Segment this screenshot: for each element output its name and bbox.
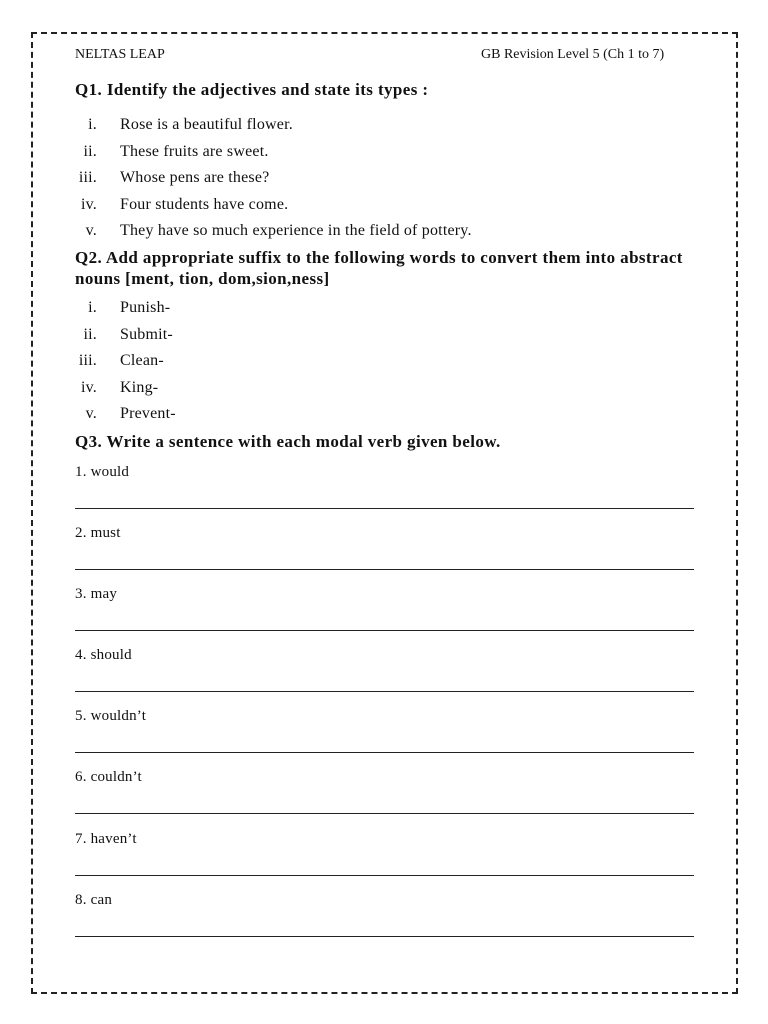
modal-item	[75, 707, 695, 768]
item-text: Four students have come.	[120, 195, 289, 213]
item-number: v.	[85, 222, 97, 240]
suffix-item	[0, 322, 768, 349]
adjective-item	[0, 218, 768, 245]
modal-label: 6. couldn’t	[75, 769, 142, 786]
item-text: Clean-	[120, 352, 164, 370]
suffix-item	[0, 348, 768, 375]
suffix-item	[0, 375, 768, 402]
adjective-item	[0, 139, 768, 166]
modal-item	[75, 585, 695, 646]
item-text: Rose is a beautiful flower.	[120, 116, 293, 133]
item-text: These fruits are sweet.	[120, 142, 269, 160]
modal-item	[75, 463, 695, 524]
q2-heading-line: Q2. Add appropriate suffix to the following words to convert them into abstract	[75, 248, 683, 267]
item-number: iv.	[80, 195, 97, 213]
modal-label: 2. must	[75, 525, 121, 542]
header-school-name: NELTAS LEAP	[75, 47, 165, 62]
item-number: iii.	[78, 352, 97, 370]
answer-line	[75, 813, 694, 814]
modal-label: 5. wouldn’t	[75, 708, 147, 725]
item-number: i.	[88, 116, 97, 133]
item-number: i.	[88, 299, 97, 316]
suffix-item	[0, 295, 768, 322]
answer-line	[75, 508, 694, 509]
item-text: Punish-	[120, 299, 171, 316]
answer-line	[75, 630, 694, 631]
answer-line	[75, 691, 694, 692]
q2-heading	[75, 247, 683, 289]
item-text: They have so much experience in the field of pottery.	[120, 222, 472, 240]
suffix-item	[0, 401, 768, 428]
item-number: iv.	[80, 378, 97, 396]
modal-item	[75, 891, 695, 952]
header-worksheet-title: GB Revision Level 5 (Ch 1 to 7)	[481, 47, 665, 62]
answer-line	[75, 936, 694, 937]
adjective-item	[0, 165, 768, 192]
item-text: Whose pens are these?	[120, 169, 270, 187]
item-number: iii.	[78, 169, 97, 187]
q2-heading-line: nouns [ment, tion, dom,sion,ness]	[75, 269, 330, 288]
q1-heading: Q1. Identify the adjectives and state its types :	[75, 80, 429, 99]
item-text: Submit-	[120, 325, 173, 343]
adjective-item	[0, 112, 768, 139]
answer-line	[75, 752, 694, 753]
adjective-item	[0, 192, 768, 219]
item-number: v.	[85, 405, 97, 423]
modal-label: 3. may	[75, 586, 118, 603]
q1-list	[0, 112, 768, 245]
modal-label: 8. can	[75, 891, 113, 908]
q3-modal-list	[75, 463, 695, 952]
answer-line	[75, 569, 694, 570]
modal-item	[75, 768, 695, 829]
answer-line	[75, 875, 694, 876]
modal-label: 7. haven’t	[75, 830, 137, 847]
q3-heading: Q3. Write a sentence with each modal verb given below.	[75, 432, 501, 451]
q2-list	[0, 295, 768, 428]
modal-item	[75, 646, 695, 707]
item-number: ii.	[83, 142, 97, 160]
item-number: ii.	[83, 325, 97, 343]
modal-label: 1. would	[75, 464, 130, 480]
modal-label: 4. should	[75, 647, 132, 664]
item-text: King-	[120, 378, 159, 396]
item-text: Prevent-	[120, 405, 176, 423]
modal-item	[75, 524, 695, 585]
modal-item	[75, 830, 695, 891]
